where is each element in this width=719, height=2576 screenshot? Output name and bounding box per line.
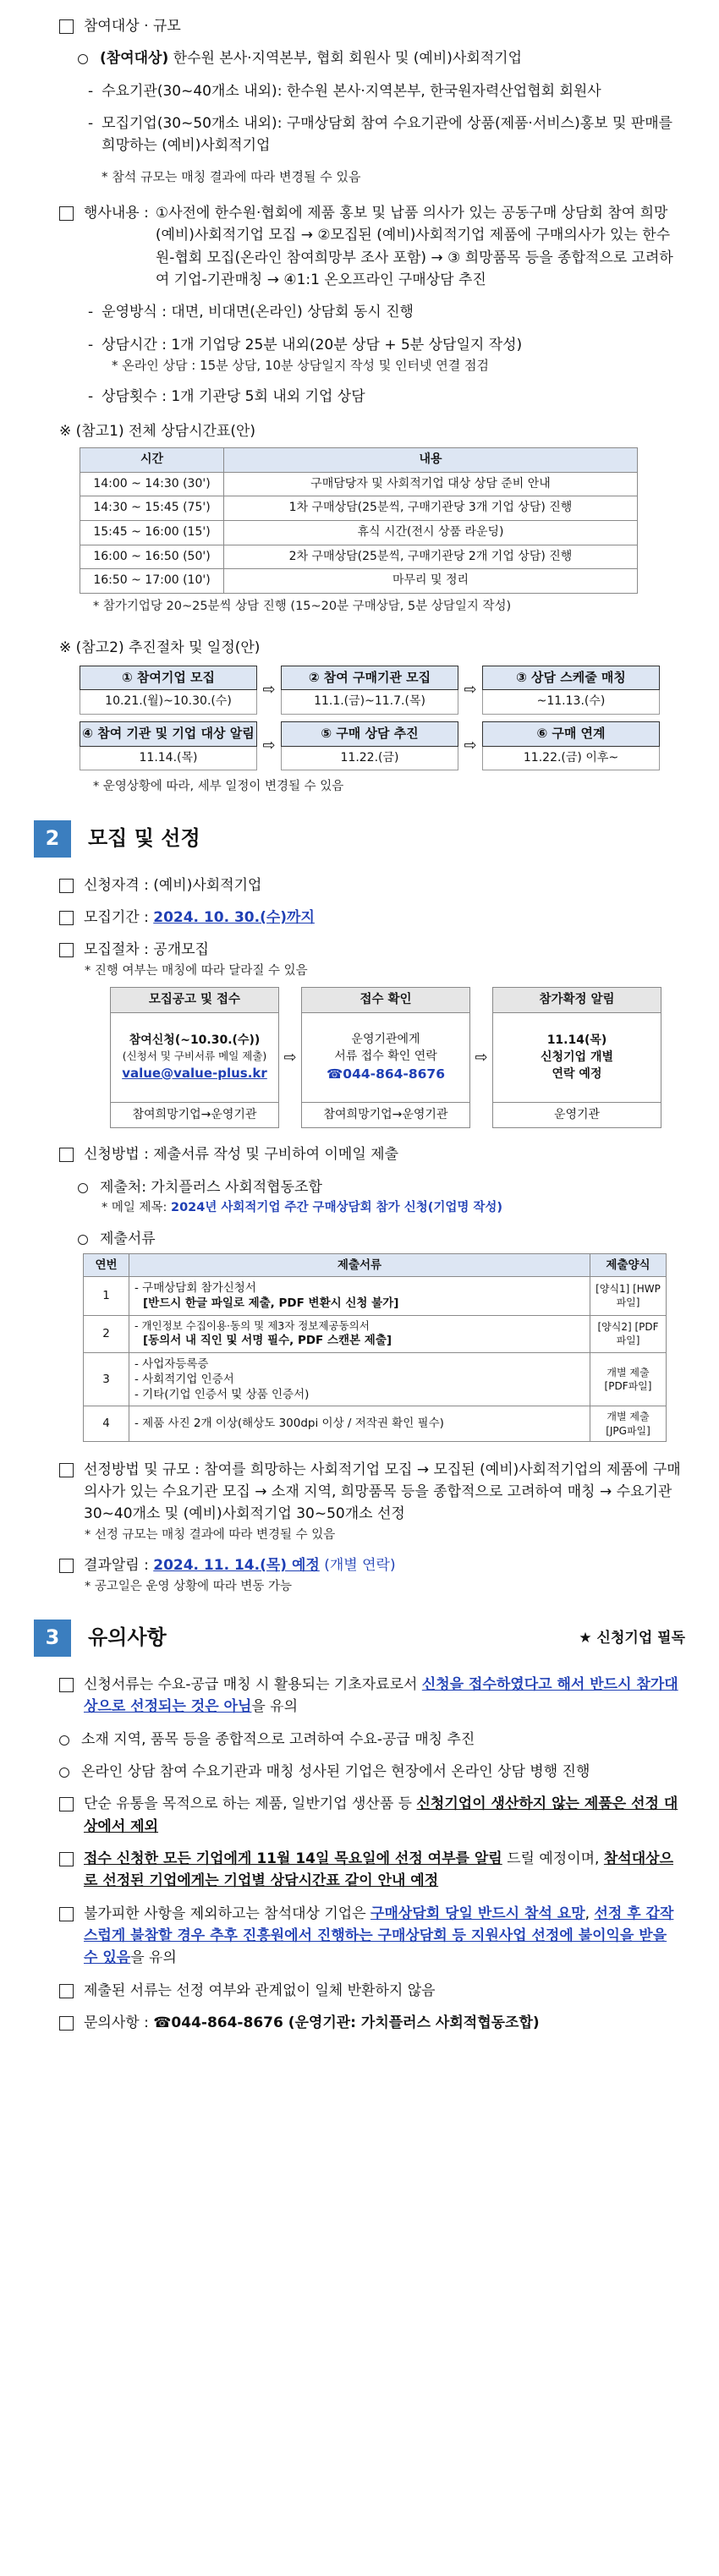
submit-to: 제출처: 가치플러스 사회적협동조합 <box>100 1178 322 1196</box>
notice-2: 소재 지역, 품목 등을 종합적으로 고려하여 수요-공급 매칭 추진 <box>59 1729 685 1751</box>
notice-4: 단순 유통을 목적으로 하는 제품, 일반기업 생산품 등 신청기업이 생산하지 않는 제품은 선정 대상에서 제외 <box>59 1793 685 1838</box>
timeline-step-date: 11.1.(금)~11.7.(목) <box>281 690 458 715</box>
participants-target-row <box>59 47 685 69</box>
section3-header <box>34 1620 685 1657</box>
event-method: 운영방식 : 대면, 비대면(온라인) 상담회 동시 진행 <box>102 304 414 321</box>
flow-confirm-line: 서류 접수 확인 연락 <box>334 1049 437 1063</box>
timeline-step-label: ② 참여 구매기관 모집 <box>281 666 458 691</box>
section2-title: 모집 및 선정 <box>88 826 200 851</box>
period-value: 2024. 10. 30.(수)까지 <box>153 909 315 927</box>
timeline-step-date: 11.22.(금) <box>281 747 458 771</box>
qualification-text: 신청자격 : (예비)사회적기업 <box>84 876 262 894</box>
section2-header <box>34 820 685 858</box>
selection-row <box>59 1459 685 1526</box>
apply-method: 신청방법 : 제출서류 작성 및 구비하여 이메일 제출 <box>84 1146 398 1164</box>
schedule-header-content: 내용 <box>224 447 638 472</box>
selection-note: * 선정 규모는 매칭 결과에 따라 변경될 수 있음 <box>85 1527 336 1542</box>
docs-no: 2 <box>84 1315 129 1352</box>
buyers-row: - 수요기관(30~40개소 내외): 한수원 본사·지역본부, 한국원자력산업협회 회원사 <box>59 80 685 102</box>
table-row <box>84 1315 667 1352</box>
table-row <box>84 1406 667 1441</box>
notice-6: 불가피한 사항을 제외하고는 참석대상 기업은 구매상담회 당일 반드시 참석 요망, 선정 후 갑작스럽게 불참할 경우 추후 진흥원에서 진행하는 구매상담회 등 지원사업 선정에 불이익을 받을 수 있음을 유의 <box>59 1903 685 1970</box>
circle-bullet <box>59 1735 69 1746</box>
mail-title-row <box>102 1198 685 1217</box>
arrow-right-icon: ⇨ <box>283 1048 297 1066</box>
event-count: 상담횟수 : 1개 기관당 5회 내외 기업 상담 <box>102 388 365 406</box>
circle-bullet <box>78 1183 88 1193</box>
event-time-row: - 상담시간 : 1개 기업당 25분 내외(20분 상담 + 5분 상담일지 작성) <box>59 334 685 356</box>
arrow-right-icon: ⇨ <box>464 681 477 699</box>
timeline-step-date: 11.14.(목) <box>80 747 257 771</box>
timeline-step <box>482 721 660 770</box>
schedule-cell: 마무리 및 정리 <box>224 569 638 594</box>
docs-no: 3 <box>84 1352 129 1406</box>
online-note: * 온라인 상담 : 15분 상담, 10분 상담일지 작성 및 인터넷 연결 점검 <box>112 358 489 374</box>
flow-notify-line: 연락 예정 <box>552 1067 602 1082</box>
schedule-cell: 1차 구매상담(25분씩, 구매기관당 3개 기업 상담) 진행 <box>224 496 638 521</box>
flow-step-foot: 참여희망기업→운영기관 <box>301 1103 470 1129</box>
table-row <box>80 521 638 545</box>
arrow-right-icon: ⇨ <box>475 1048 488 1066</box>
event-label: 행사내용 : <box>84 204 149 222</box>
checkbox-bullet <box>59 943 74 957</box>
must-read-badge: ★ 신청기업 필독 <box>579 1629 685 1647</box>
docs-line: - 사업자등록증 <box>134 1357 209 1371</box>
docs-header: 제출서류 <box>129 1253 590 1276</box>
docs-line: [동의서 내 직인 및 서명 필수, PDF 스캔본 제출] <box>143 1334 392 1348</box>
section3-title: 유의사항 <box>88 1625 167 1650</box>
docs-label-row <box>59 1228 685 1250</box>
docs-line: [반드시 한글 파일로 제출, PDF 변환시 신청 불가] <box>143 1296 399 1311</box>
notice-3: 온라인 상담 참여 수요기관과 매칭 성사된 기업은 현장에서 온라인 상담 병행 진행 <box>59 1761 685 1783</box>
schedule-header-time: 시간 <box>80 447 224 472</box>
mail-title: 2024년 사회적기업 주간 구매상담회 참가 신청(기업명 작성) <box>171 1201 503 1215</box>
table-row <box>80 569 638 594</box>
flow-step-head: 참가확정 알림 <box>492 987 661 1012</box>
schedule-note: * 참가기업당 20~25분씩 상담 진행 (15~20분 구매상담, 5분 상담일지 작성) <box>93 600 512 614</box>
participants-heading-row <box>59 15 685 37</box>
section3-number: 3 <box>34 1620 71 1657</box>
flow-confirm-line: 운영기관에게 <box>351 1032 420 1046</box>
phone-link[interactable]: ☎044-864-8676 <box>326 1066 446 1082</box>
sellers-text: 모집기업(30~50개소 내외): 구매상담회 참여 수요기관에 상품(제품·서비스)홍보 및 판매를 희망하는 (예비)사회적기업 <box>102 115 673 155</box>
apply-method-row <box>59 1143 685 1165</box>
docs-line: - 사회적기업 인증서 <box>134 1372 234 1386</box>
checkbox-bullet <box>59 1797 74 1811</box>
schedule-cell: 14:30 ~ 15:45 (75') <box>80 496 224 521</box>
schedule-cell: 14:00 ~ 14:30 (30') <box>80 472 224 496</box>
schedule-cell: 휴식 시간(전시 상품 라운딩) <box>224 521 638 545</box>
timeline-step <box>80 721 257 770</box>
circle-bullet <box>78 1235 88 1245</box>
event-content: ①사전에 한수원·협회에 제품 홍보 및 납품 의사가 있는 공동구매 상담회 참여 희망 (예비)사회적기업 모집 → ②모집된 (예비)사회적기업 제품에 구매의사가 있는 한수원-협회 모집(온라인 참여희망부 조사 포함) → ③ 희망품목 등을 종합적으로 고려하여 기업-기관매칭 → ④1:1 온오프라인 구매상담 추진 <box>155 204 673 288</box>
table-row <box>80 496 638 521</box>
sellers-row: - 모집기업(30~50개소 내외): 구매상담회 참여 수요기관에 상품(제품·서비스)홍보 및 판매를 희망하는 (예비)사회적기업 <box>59 112 685 157</box>
notice-7: 제출된 서류는 선정 여부와 관계없이 일체 반환하지 않음 <box>59 1980 685 2002</box>
email-link[interactable]: value@value-plus.kr <box>122 1065 267 1081</box>
timeline-grid <box>80 666 685 770</box>
event-method-row: - 운영방식 : 대면, 비대면(온라인) 상담회 동시 진행 <box>59 301 685 323</box>
timeline-step-label: ④ 참여 기관 및 기업 대상 알림 <box>80 721 257 747</box>
docs-label: 제출서류 <box>100 1230 156 1247</box>
flow-step-foot: 참여희망기업→운영기관 <box>110 1103 279 1129</box>
schedule-cell: 15:45 ~ 16:00 (15') <box>80 521 224 545</box>
contact-label: 문의사항 : <box>84 2014 149 2032</box>
timeline-step <box>482 666 660 715</box>
circle-bullet <box>59 1768 69 1778</box>
notice-5: 접수 신청한 모든 기업에게 11월 14일 목요일에 선정 여부를 알림 드릴 예정이며, 참석대상으로 선정된 기업에게는 기업별 상담시간표 같이 안내 예정 <box>59 1848 685 1893</box>
period-row <box>59 907 685 929</box>
flow-apply-deadline: 참여신청(~10.30.(수)) <box>129 1033 261 1048</box>
flow-step-apply <box>110 987 279 1128</box>
table-row <box>84 1352 667 1406</box>
event-row <box>59 202 685 291</box>
checkbox-bullet <box>59 1148 74 1162</box>
procedure-note: * 진행 여부는 매칭에 따라 달라질 수 있음 <box>85 963 308 978</box>
docs-line: - 개인정보 수집이용·동의 및 제3자 정보제공동의서 <box>134 1318 370 1332</box>
docs-header: 제출양식 <box>590 1253 667 1276</box>
circle-bullet <box>78 54 88 64</box>
event-count-row: - 상담횟수 : 1개 기관당 5회 내외 기업 상담 <box>59 386 685 408</box>
contact-row <box>59 2012 685 2034</box>
docs-form: 개별 제출 [JPG파일] <box>590 1406 667 1441</box>
participants-note: * 참석 규모는 매칭 결과에 따라 변경될 수 있음 <box>102 168 361 184</box>
period-label: 모집기간 : <box>84 909 149 927</box>
qualification-row <box>59 874 685 896</box>
result-value: 2024. 11. 14.(목) 예정 <box>153 1557 320 1575</box>
timeline-step-label: ⑥ 구매 연계 <box>482 721 660 747</box>
timeline-step-date: 11.22.(금) 이후~ <box>482 747 660 771</box>
timeline-step-date: 10.21.(월)~10.30.(수) <box>80 690 257 715</box>
checkbox-bullet <box>59 1463 74 1477</box>
procedure-row <box>59 939 685 961</box>
result-suffix: (개별 연락) <box>324 1557 396 1575</box>
docs-header: 연번 <box>84 1253 129 1276</box>
checkbox-bullet <box>59 1984 74 1998</box>
checkbox-bullet <box>59 1678 74 1692</box>
participants-heading: 참여대상 · 규모 <box>84 18 181 35</box>
docs-line: - 기타(기업 인증서 및 상품 인증서) <box>134 1388 310 1402</box>
flow-notify-line: 11.14(목) <box>546 1033 607 1047</box>
checkbox-bullet <box>59 1852 74 1866</box>
procedure-text: 모집절차 : 공개모집 <box>84 941 209 959</box>
flow-step-notify <box>492 987 661 1128</box>
flow-step-head: 접수 확인 <box>301 987 470 1012</box>
checkbox-bullet <box>59 1559 74 1573</box>
arrow-right-icon: ⇨ <box>464 737 477 755</box>
flow-step-confirm <box>301 987 470 1128</box>
table-row <box>84 1277 667 1315</box>
docs-table <box>83 1253 667 1442</box>
timeline-step <box>281 721 458 770</box>
docs-form: [양식1] [HWP파일] <box>590 1277 667 1315</box>
arrow-right-icon: ⇨ <box>262 737 276 755</box>
selection-text: 선정방법 및 규모 : 참여를 희망하는 사회적기업 모집 → 모집된 (예비)사회적기업의 제품에 구매의사가 있는 수요기관 모집 → 소재 지역, 희망품목 등을 종합적으로 고려하여 매칭 → 수요기관 30~40개소 및 (예비)사회적기업 30~50개소 선정 <box>84 1461 681 1523</box>
docs-form: 개별 제출 [PDF파일] <box>590 1352 667 1406</box>
checkbox-bullet <box>59 911 74 925</box>
target-text: 한수원 본사·지역본부, 협회 회원사 및 (예비)사회적기업 <box>173 50 523 68</box>
checkbox-bullet <box>59 19 74 34</box>
schedule-cell: 2차 구매상담(25분씩, 구매기관당 2개 기업 상담) 진행 <box>224 545 638 569</box>
mail-title-prefix: * 메일 제목: <box>102 1201 167 1215</box>
docs-line: - 구매상담회 참가신청서 <box>134 1281 256 1296</box>
flow-notify-line: 신청기업 개별 <box>540 1050 614 1065</box>
arrow-right-icon: ⇨ <box>262 681 276 699</box>
timeline-step-date: ~11.13.(수) <box>482 690 660 715</box>
target-label: (참여대상) <box>100 50 169 68</box>
checkbox-bullet <box>59 1907 74 1921</box>
docs-no: 1 <box>84 1277 129 1315</box>
result-row <box>59 1554 685 1576</box>
buyers-text: 수요기관(30~40개소 내외): 한수원 본사·지역본부, 한국원자력산업협회 회원사 <box>102 82 601 100</box>
result-label: 결과알림 : <box>84 1557 149 1575</box>
timeline-step <box>281 666 458 715</box>
schedule-cell: 16:00 ~ 16:50 (50') <box>80 545 224 569</box>
flow-apply-desc: (신청서 및 구비서류 메일 제출) <box>122 1050 267 1063</box>
timeline-step-label: ⑤ 구매 상담 추진 <box>281 721 458 747</box>
notice-1: 신청서류는 수요-공급 매칭 시 활용되는 기초자료로서 신청을 접수하였다고 해서 반드시 참가대상으로 선정되는 것은 아님을 유의 <box>59 1674 685 1718</box>
result-note: * 공고일은 운영 상황에 따라 변동 가능 <box>85 1579 293 1593</box>
schedule-cell: 16:50 ~ 17:00 (10') <box>80 569 224 594</box>
submit-to-row <box>59 1176 685 1198</box>
schedule-table <box>80 447 638 594</box>
contact-phone[interactable]: ☎044-864-8676 (운영기관: 가치플러스 사회적협동조합) <box>153 2014 540 2032</box>
timeline-title: ※ (참고2) 추진절차 및 일정(안) <box>59 639 261 656</box>
checkbox-bullet <box>59 2016 74 2031</box>
checkbox-bullet <box>59 879 74 893</box>
flow-step-foot: 운영기관 <box>492 1103 661 1129</box>
procedure-flow <box>110 987 685 1128</box>
schedule-title: ※ (참고1) 전체 상담시간표(안) <box>59 422 256 440</box>
docs-form: [양식2] [PDF파일] <box>590 1315 667 1352</box>
timeline-step-label: ③ 상담 스케줄 매칭 <box>482 666 660 691</box>
section2-number: 2 <box>34 820 71 858</box>
timeline-step-label: ① 참여기업 모집 <box>80 666 257 691</box>
docs-line: - 제품 사진 2개 이상(해상도 300dpi 이상 / 저작권 확인 필수) <box>134 1417 444 1431</box>
timeline-step <box>80 666 257 715</box>
flow-step-head: 모집공고 및 접수 <box>110 987 279 1012</box>
table-row <box>80 472 638 496</box>
event-time: 상담시간 : 1개 기업당 25분 내외(20분 상담 + 5분 상담일지 작성) <box>102 336 523 354</box>
schedule-cell: 구매담당자 및 사회적기업 대상 상담 준비 안내 <box>224 472 638 496</box>
docs-no: 4 <box>84 1406 129 1441</box>
table-row <box>80 545 638 569</box>
timeline-note: * 운영상황에 따라, 세부 일정이 변경될 수 있음 <box>93 780 344 794</box>
checkbox-bullet <box>59 206 74 221</box>
